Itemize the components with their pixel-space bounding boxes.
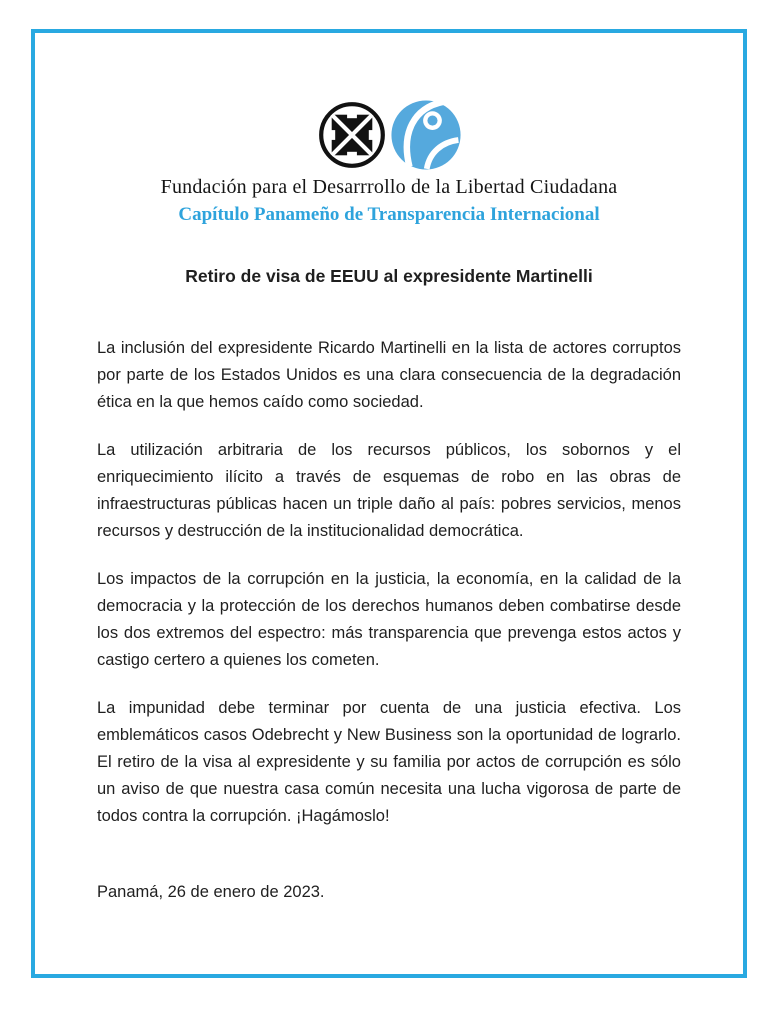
paragraph-4: La impunidad debe terminar por cuenta de una justicia efectiva. Los emblemáticos casos Odebrecht y New Business son la oportunidad de lograrlo. El retiro de la visa al expresidente y su familia por actos de corrupción es sólo un aviso de que nuestra casa común necesita una lucha vigorosa de parte de todos contra la corrupción. ¡Hagámoslo! — [97, 699, 681, 825]
page-border-frame — [31, 29, 747, 978]
letterhead — [97, 99, 681, 226]
transparency-international-globe-logo-icon — [390, 99, 462, 171]
organization-name: Fundación para el Desarrrollo de la Libertad Ciudadana — [160, 176, 618, 198]
dateline: Panamá, 26 de enero de 2023. — [97, 883, 325, 901]
chapter-subtitle: Capítulo Panameño de Transparencia Internacional — [178, 204, 600, 225]
paragraph-2: La utilización arbitraria de los recursos públicos, los sobornos y el enriquecimiento ilícito a través de esquemas de robo en las obras de infraestructuras públicas hacen un triple daño al país: pobres servicios, menos recursos y destrucción de la institucionalidad democrática. — [97, 441, 681, 540]
fundacion-x-emblem-logo-icon — [317, 100, 387, 170]
logo-row — [97, 99, 681, 171]
paragraph-1: La inclusión del expresidente Ricardo Martinelli en la lista de actores corruptos por parte de los Estados Unidos es una clara consecuencia de la degradación ética en la que hemos caído como sociedad. — [97, 339, 681, 411]
document-body — [97, 335, 681, 830]
paragraph-3: Los impactos de la corrupción en la justicia, la economía, en la calidad de la democracia y la protección de los derechos humanos deben combatirse desde los dos extremos del espectro: más transparencia que prevenga estos actos y castigo certero a quienes los cometen. — [97, 570, 681, 669]
document-title: Retiro de visa de EEUU al expresidente Martinelli — [185, 266, 593, 286]
